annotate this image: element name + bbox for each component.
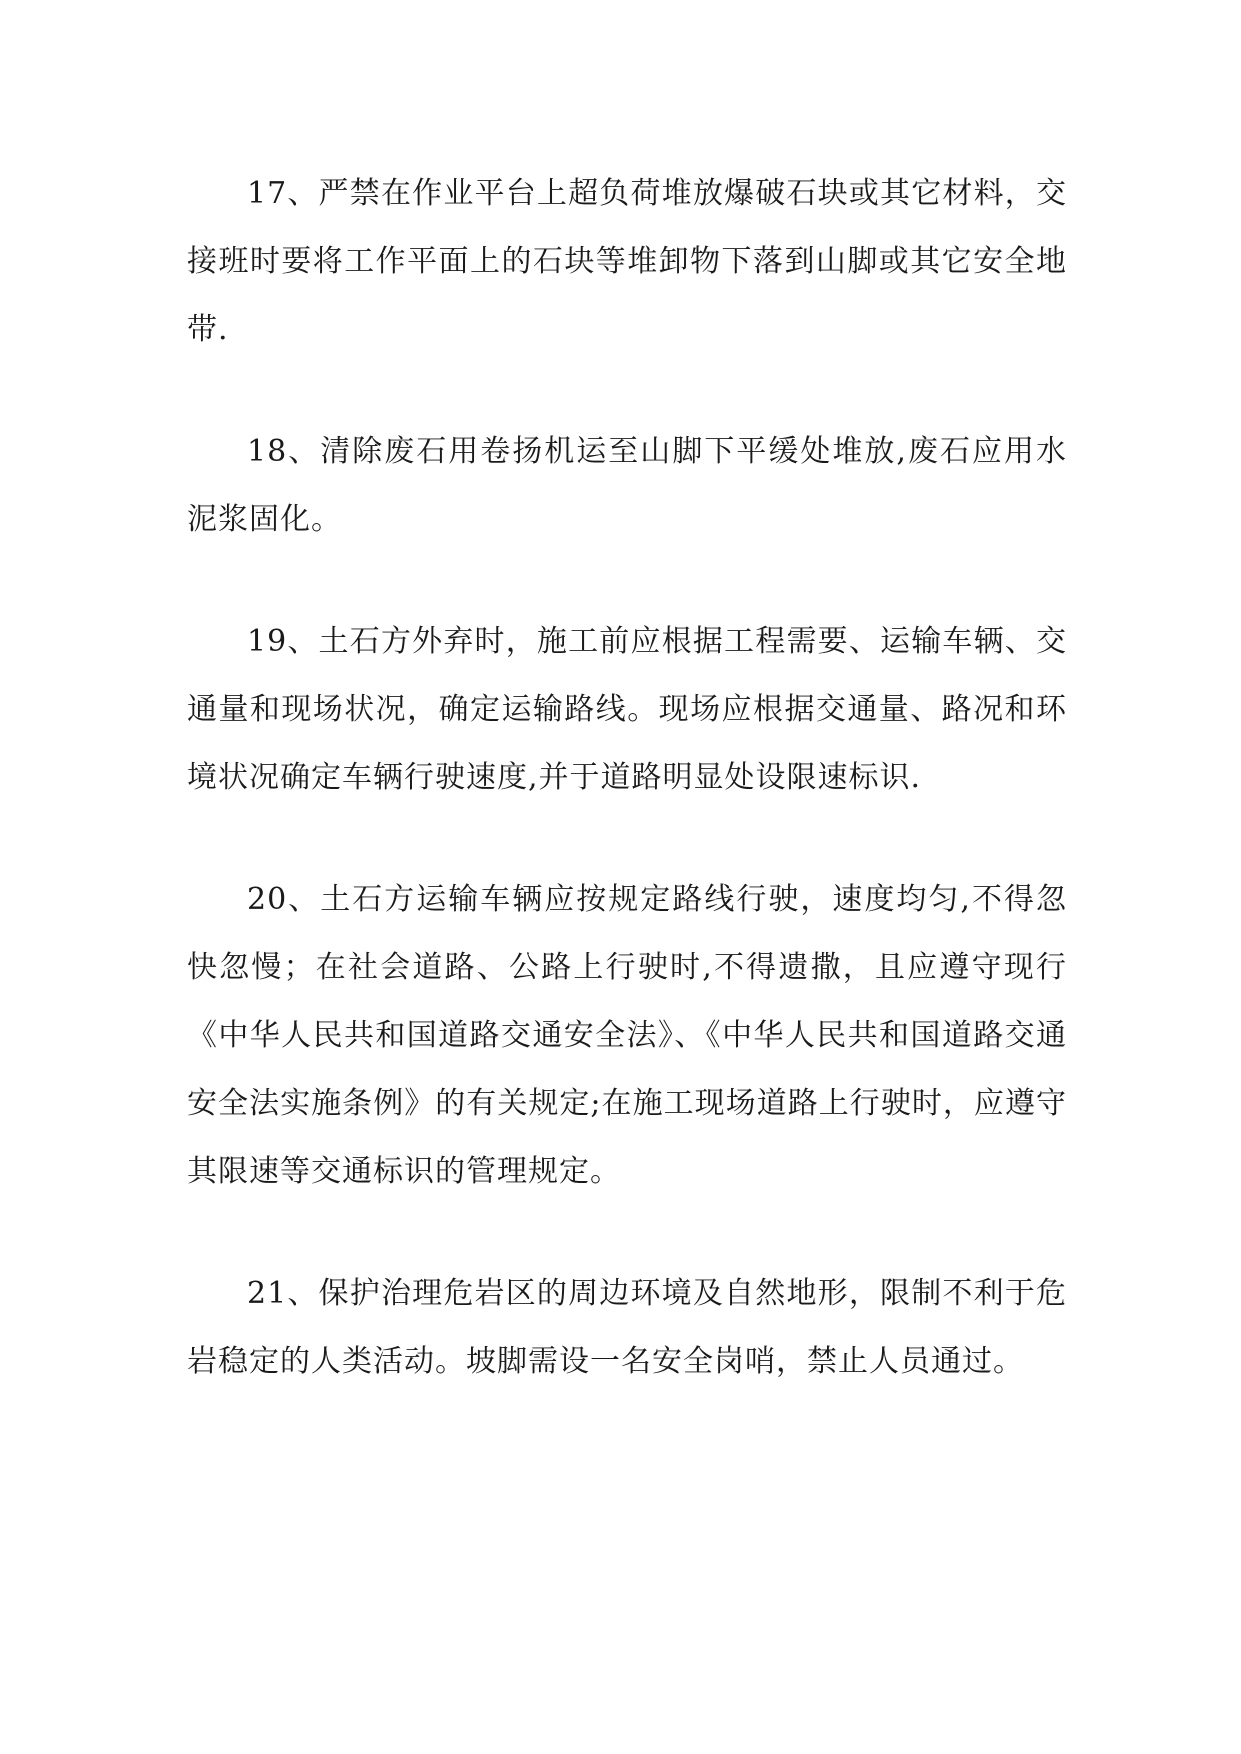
paragraph-19: 19、土石方外弃时，施工前应根据工程需要、运输车辆、交通量和现场状况，确定运输路线。现场应根据交通量、路况和环境状况确定车辆行驶速度,并于道路明显处设限速标识. [187,624,1067,795]
document-body [187,160,1067,1450]
paragraph-21: 21、保护治理危岩区的周边环境及自然地形，限制不利于危岩稳定的人类活动。坡脚需设一名安全岗哨，禁止人员通过。 [187,1276,1067,1379]
paragraph-17: 17、严禁在作业平台上超负荷堆放爆破石块或其它材料，交接班时要将工作平面上的石块等堆卸物下落到山脚或其它安全地带. [187,176,1067,347]
paragraph-20: 20、土石方运输车辆应按规定路线行驶，速度均匀,不得忽快忽慢；在社会道路、公路上行驶时,不得遗撒，且应遵守现行《中华人民共和国道路交通安全法》、《中华人民共和国道路交通安全法实施条例》的有关规定;在施工现场道路上行驶时，应遵守其限速等交通标识的管理规定。 [187,882,1067,1189]
paragraph-18: 18、清除废石用卷扬机运至山脚下平缓处堆放,废石应用水泥浆固化。 [187,434,1067,537]
